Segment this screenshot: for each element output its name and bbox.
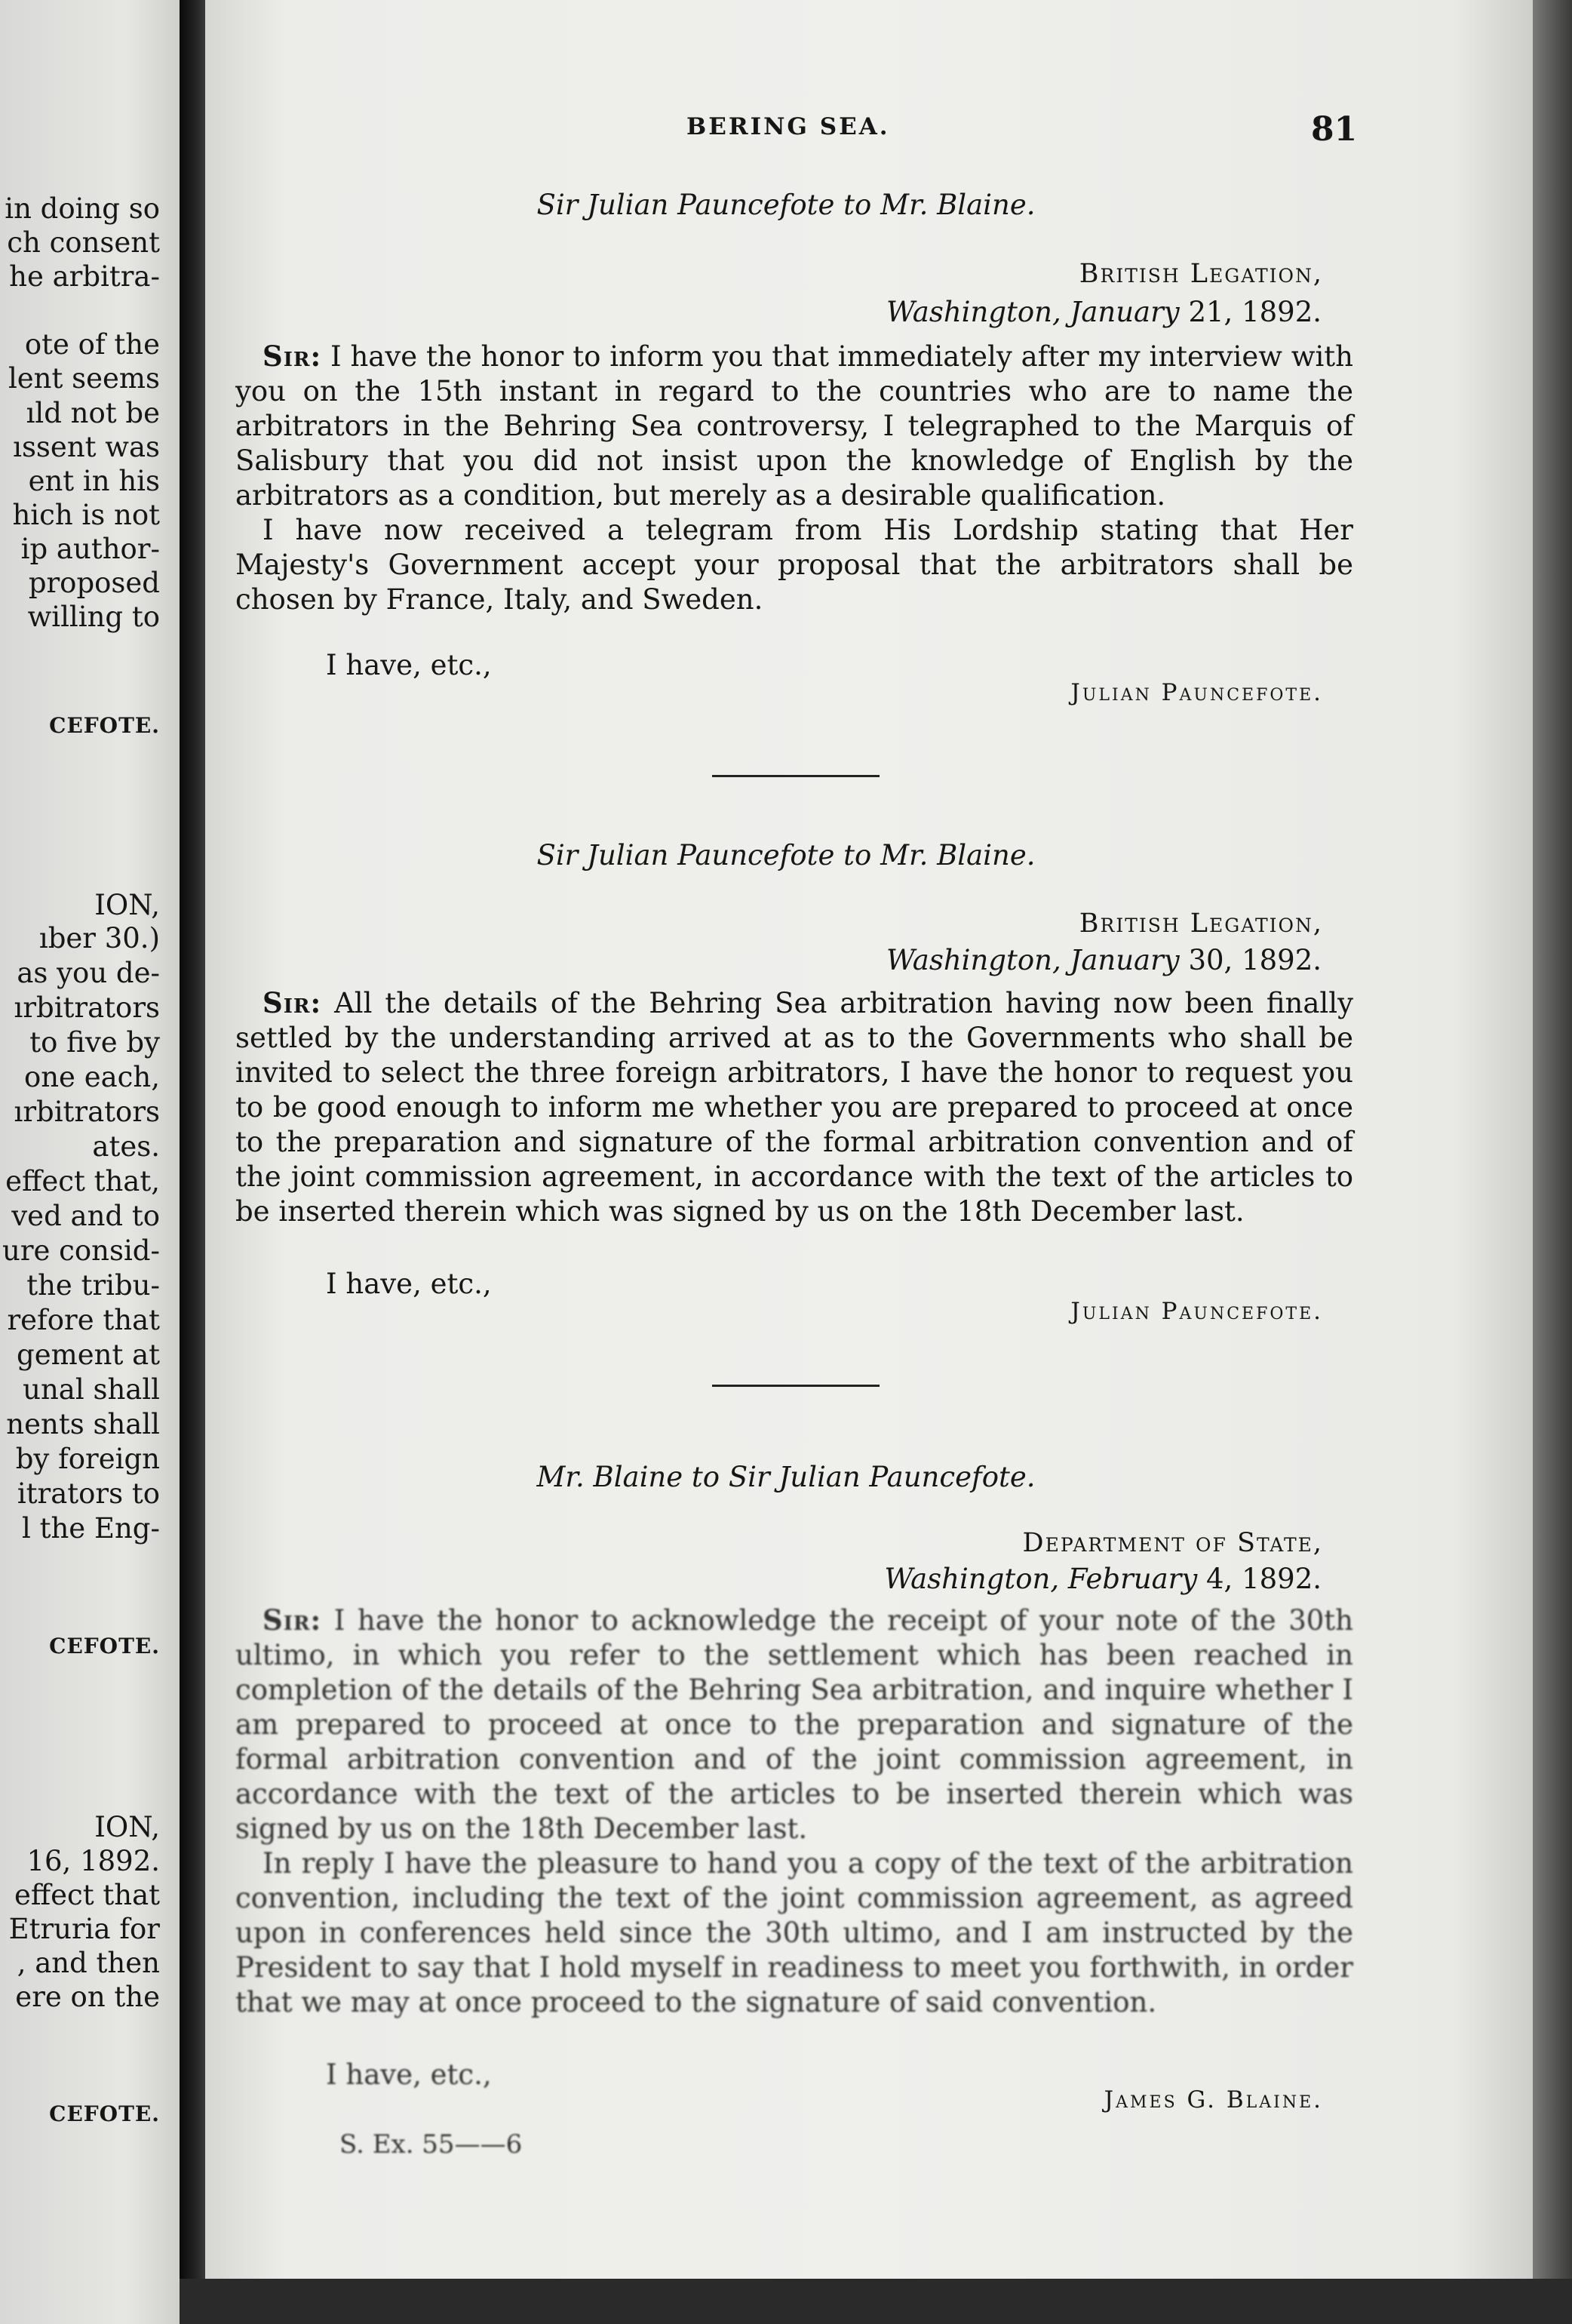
letter-title: Sir Julian Pauncefote to Mr. Blaine. (536, 839, 1036, 872)
scan-bottom-edge (180, 2279, 1572, 2324)
left-page-text-fragment: ıssent was (13, 431, 160, 463)
closing: I have, etc., (326, 649, 492, 681)
left-page-text-fragment: ip author- (20, 533, 160, 565)
left-page-text-fragment: ates. (92, 1130, 160, 1163)
left-page-text-fragment: proposed (28, 567, 160, 599)
date-place: Washington, January (886, 944, 1180, 976)
letter-title: Sir Julian Pauncefote to Mr. Blaine. (536, 189, 1036, 221)
left-page-text-fragment: gement at (17, 1339, 160, 1371)
left-page-text-fragment: ote of the (24, 328, 160, 361)
page-number: 81 (1311, 110, 1358, 149)
left-page-text-fragment: effect that, (5, 1165, 160, 1197)
left-page-text-fragment: ION, (94, 1811, 160, 1843)
paragraph-text: All the details of the Behring Sea arbitration having now been finally settled by the understanding arrived at as to the Governments who shall be invited to select the three foreign arbitrators, I have the honor to request you to be good enough to inform me whether you are prepared to proceed at once to the preparation and signature of the formal arbitration convention and of the joint commission agreement, in accordance with the text of the articles to be inserted therein which was signed by us on the 18th December last. (235, 987, 1353, 1228)
paragraph (235, 985, 1353, 1229)
left-page-text-fragment: by foreign (15, 1443, 160, 1475)
left-page-text-fragment: ure consid- (2, 1234, 160, 1267)
left-page-text-fragment: ere on the (15, 1981, 160, 2013)
left-page-text-fragment: CEFOTE. (49, 1634, 160, 1658)
signature: James G. Blaine. (1104, 2086, 1323, 2113)
letter-date (884, 1563, 1322, 1595)
paragraph (235, 339, 1353, 513)
sender-office: British Legation, (1079, 259, 1323, 289)
date-rest: 21, 1892. (1179, 296, 1322, 328)
date-place: Washington, February (884, 1563, 1198, 1595)
left-page-text-fragment: ırbitrators (14, 991, 160, 1024)
section-divider (712, 775, 880, 777)
sender-office: British Legation, (1079, 908, 1323, 939)
sender-office: Department of State, (1022, 1528, 1323, 1558)
page-edge (1533, 0, 1572, 2324)
salutation: Sir: (263, 1603, 322, 1637)
signature-mark: S. Ex. 55——6 (339, 2129, 523, 2160)
left-page-text-fragment: ıber 30.) (38, 922, 160, 954)
left-page-text-fragment: CEFOTE. (49, 2101, 160, 2126)
left-page-text-fragment: , and then (17, 1947, 160, 1979)
date-rest: 4, 1892. (1197, 1563, 1322, 1595)
left-page-text-fragment: in doing so (5, 192, 160, 225)
left-page-text-fragment: as you de- (17, 957, 160, 989)
date-rest: 30, 1892. (1179, 944, 1322, 976)
letter-body (235, 985, 1353, 1229)
paragraph: In reply I have the pleasure to hand you a copy of the text of the arbitration convention, including the text of the joint commission agreement, as agreed upon in conferences held since the 30th ultimo, and I am instructed by the President to say that I hold myself in readiness to meet you forthwith, in order that we may at once proceed to the signature of said convention. (235, 1847, 1353, 2018)
signature: Julian Pauncefote. (1070, 679, 1323, 706)
book-gutter (180, 0, 205, 2324)
paragraph (235, 1603, 1353, 1846)
letter-date (886, 944, 1322, 976)
left-page-text-fragment: hich is not (12, 499, 160, 531)
left-page-text-fragment: lent seems (8, 362, 160, 395)
paragraph-text: I have the honor to inform you that immediately after my interview with you on the 15th instant in regard to the countries who are to name the arbitrators in the Behring Sea controversy, I telegraphed to the Marquis of Salisbury that you did not insist upon the knowledge of English by the arbitrators as a condition, but merely as a desirable qualification. (235, 340, 1353, 512)
left-page-text-fragment: ved and to (11, 1200, 160, 1232)
letter-body (235, 339, 1353, 617)
left-page-text-fragment: ent in his (28, 465, 160, 497)
date-place: Washington, January (886, 296, 1180, 328)
paragraph: I have now received a telegram from His Lordship stating that Her Majesty's Government accept your proposal that the arbitrators shall be chosen by France, Italy, and Sweden. (235, 514, 1353, 616)
left-page-text-fragment: ıld not be (26, 397, 160, 429)
left-page-text-fragment: one each, (23, 1061, 160, 1093)
left-page-text-fragment: itrators to (17, 1477, 160, 1510)
closing: I have, etc., (326, 1268, 492, 1300)
letter-title: Mr. Blaine to Sir Julian Pauncefote. (536, 1461, 1036, 1493)
left-page-text-fragment: to five by (29, 1026, 160, 1059)
left-page-text-fragment: he arbitra- (9, 260, 160, 293)
left-page-text-fragment: l the Eng- (22, 1512, 160, 1545)
left-page-text-fragment: ION, (94, 889, 160, 921)
left-page-text-fragment: 16, 1892. (26, 1845, 160, 1877)
left-page-text-fragment: nents shall (6, 1408, 160, 1440)
left-page-text-fragment: unal shall (23, 1373, 160, 1406)
salutation: Sir: (263, 340, 322, 373)
salutation: Sir: (263, 986, 322, 1019)
left-page-text-fragment: CEFOTE. (49, 713, 160, 738)
left-page-text-fragment: the tribu- (26, 1269, 160, 1302)
signature: Julian Pauncefote. (1070, 1298, 1323, 1325)
left-page-text-fragment: Etruria for (8, 1913, 160, 1945)
left-page-text-fragment: refore that (7, 1304, 160, 1336)
running-head: BERING SEA. (686, 113, 890, 140)
paragraph-text: I have the honor to acknowledge the receipt of your note of the 30th ultimo, in which you refer to the settlement which has been reached in completion of the details of the Behring Sea arbitration, and inquire whether I am prepared to proceed at once to the preparation and signature of the formal arbitration convention and of the joint commission agreement, in accordance with the text of the articles to be inserted therein which was signed by us on the 18th December last. (235, 1604, 1353, 1845)
letter-body (235, 1603, 1353, 2020)
left-page-text-fragment: ch consent (7, 226, 160, 259)
left-page-text-fragment: willing to (27, 601, 160, 633)
left-page-text-fragment: effect that (14, 1879, 160, 1911)
adjacent-page-fragment (0, 0, 180, 2324)
left-page-text-fragment: ırbitrators (14, 1096, 160, 1128)
section-divider (712, 1385, 880, 1387)
closing: I have, etc., (326, 2058, 492, 2091)
letter-date (886, 296, 1322, 328)
